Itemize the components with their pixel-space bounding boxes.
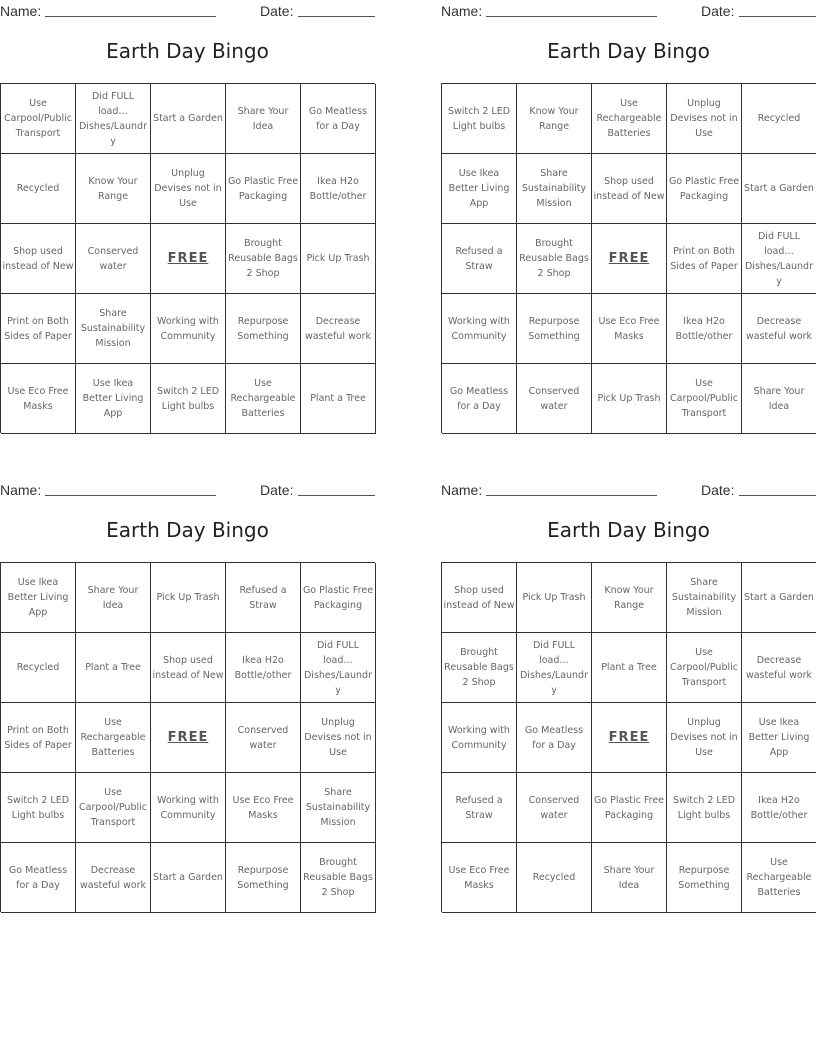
bingo-grid bbox=[0, 83, 375, 433]
bingo-cell: Use Eco Free Masks bbox=[442, 843, 517, 913]
bingo-cell: Use Carpool/Public Transport bbox=[667, 633, 742, 703]
bingo-cell: Share Sustainability Mission bbox=[667, 563, 742, 633]
bingo-cell: Know Your Range bbox=[592, 563, 667, 633]
bingo-cell: Conserved water bbox=[76, 224, 151, 294]
bingo-cell: Share Sustainability Mission bbox=[517, 154, 592, 224]
bingo-cell: Start a Garden bbox=[151, 84, 226, 154]
bingo-cell: Print on Both Sides of Paper bbox=[667, 224, 742, 294]
name-line bbox=[486, 495, 657, 496]
bingo-grid bbox=[0, 562, 375, 912]
bingo-cell: Decrease wasteful work bbox=[742, 294, 816, 364]
bingo-cell: Unplug Devises not in Use bbox=[301, 703, 376, 773]
bingo-card-1 bbox=[0, 0, 375, 440]
bingo-cell: Share Your Idea bbox=[226, 84, 301, 154]
bingo-cell: Use Carpool/Public Transport bbox=[667, 364, 742, 434]
bingo-cell: Pick Up Trash bbox=[517, 563, 592, 633]
name-label: Name: bbox=[441, 3, 483, 19]
bingo-cell: Use Eco Free Masks bbox=[1, 364, 76, 434]
date-line bbox=[298, 495, 375, 496]
bingo-cell: Repurpose Something bbox=[667, 843, 742, 913]
bingo-cell: Recycled bbox=[1, 154, 76, 224]
date-label: Date: bbox=[260, 3, 294, 19]
bingo-cell: Ikea H2o Bottle/other bbox=[742, 773, 816, 843]
bingo-cell: Decrease wasteful work bbox=[301, 294, 376, 364]
bingo-cell: Print on Both Sides of Paper bbox=[1, 294, 76, 364]
bingo-cell: Repurpose Something bbox=[226, 294, 301, 364]
bingo-cell: Refused a Straw bbox=[442, 224, 517, 294]
bingo-cell: Shop used instead of New bbox=[592, 154, 667, 224]
free-space: FREE bbox=[592, 224, 667, 294]
bingo-cell: Switch 2 LED Light bulbs bbox=[667, 773, 742, 843]
bingo-cell: Repurpose Something bbox=[226, 843, 301, 913]
bingo-cell: Repurpose Something bbox=[517, 294, 592, 364]
bingo-cell: Shop used instead of New bbox=[442, 563, 517, 633]
card-title: Earth Day Bingo bbox=[547, 39, 710, 63]
date-label: Date: bbox=[260, 482, 294, 498]
bingo-cell: Use Carpool/Public Transport bbox=[76, 773, 151, 843]
bingo-cell: Use Eco Free Masks bbox=[226, 773, 301, 843]
date-line bbox=[298, 16, 375, 17]
bingo-cell: Go Meatless for a Day bbox=[517, 703, 592, 773]
bingo-cell: Go Meatless for a Day bbox=[442, 364, 517, 434]
name-line bbox=[45, 16, 216, 17]
bingo-cell: Working with Community bbox=[442, 294, 517, 364]
bingo-card-2 bbox=[441, 0, 816, 440]
card-header bbox=[441, 0, 816, 22]
bingo-cell: Use Ikea Better Living App bbox=[1, 563, 76, 633]
bingo-cell: Shop used instead of New bbox=[1, 224, 76, 294]
bingo-cell: Use Ikea Better Living App bbox=[742, 703, 816, 773]
free-space: FREE bbox=[151, 224, 226, 294]
bingo-cell: Plant a Tree bbox=[76, 633, 151, 703]
bingo-cell: Refused a Straw bbox=[442, 773, 517, 843]
card-header bbox=[0, 479, 375, 501]
name-label: Name: bbox=[441, 482, 483, 498]
bingo-cell: Unplug Devises not in Use bbox=[667, 703, 742, 773]
bingo-cell: Unplug Devises not in Use bbox=[151, 154, 226, 224]
bingo-cell: Pick Up Trash bbox=[151, 563, 226, 633]
bingo-cell: Conserved water bbox=[517, 773, 592, 843]
bingo-cell: Use Rechargeable Batteries bbox=[592, 84, 667, 154]
date-label: Date: bbox=[701, 3, 735, 19]
card-title: Earth Day Bingo bbox=[547, 518, 710, 542]
bingo-cell: Go Plastic Free Packaging bbox=[226, 154, 301, 224]
bingo-cell: Ikea H2o Bottle/other bbox=[667, 294, 742, 364]
bingo-cell: Decrease wasteful work bbox=[76, 843, 151, 913]
bingo-cell: Refused a Straw bbox=[226, 563, 301, 633]
bingo-cell: Go Plastic Free Packaging bbox=[667, 154, 742, 224]
bingo-cell: Use Ikea Better Living App bbox=[76, 364, 151, 434]
bingo-cell: Share Sustainability Mission bbox=[76, 294, 151, 364]
card-title: Earth Day Bingo bbox=[106, 518, 269, 542]
card-title: Earth Day Bingo bbox=[106, 39, 269, 63]
bingo-cell: Pick Up Trash bbox=[301, 224, 376, 294]
bingo-cell: Switch 2 LED Light bulbs bbox=[1, 773, 76, 843]
bingo-cell: Go Plastic Free Packaging bbox=[592, 773, 667, 843]
bingo-cell: Brought Reusable Bags 2 Shop bbox=[517, 224, 592, 294]
bingo-cell: Brought Reusable Bags 2 Shop bbox=[301, 843, 376, 913]
bingo-cell: Conserved water bbox=[226, 703, 301, 773]
bingo-cell: Use Rechargeable Batteries bbox=[76, 703, 151, 773]
date-line bbox=[739, 495, 816, 496]
bingo-cell: Unplug Devises not in Use bbox=[667, 84, 742, 154]
bingo-cell: Use Carpool/Public Transport bbox=[1, 84, 76, 154]
bingo-cell: Use Eco Free Masks bbox=[592, 294, 667, 364]
bingo-cell: Did FULL load…Dishes/Laundry bbox=[517, 633, 592, 703]
bingo-cell: Print on Both Sides of Paper bbox=[1, 703, 76, 773]
bingo-cell: Brought Reusable Bags 2 Shop bbox=[442, 633, 517, 703]
bingo-cell: Ikea H2o Bottle/other bbox=[301, 154, 376, 224]
bingo-cell: Pick Up Trash bbox=[592, 364, 667, 434]
card-header bbox=[0, 0, 375, 22]
bingo-card-4 bbox=[441, 479, 816, 919]
name-label: Name: bbox=[0, 3, 42, 19]
bingo-cell: Did FULL load…Dishes/Laundry bbox=[301, 633, 376, 703]
bingo-cell: Share Sustainability Mission bbox=[301, 773, 376, 843]
name-line bbox=[486, 16, 657, 17]
bingo-cell: Use Ikea Better Living App bbox=[442, 154, 517, 224]
bingo-cell: Recycled bbox=[1, 633, 76, 703]
bingo-cell: Working with Community bbox=[151, 773, 226, 843]
bingo-cell: Share Your Idea bbox=[742, 364, 816, 434]
bingo-cell: Share Your Idea bbox=[76, 563, 151, 633]
bingo-grid bbox=[441, 83, 816, 433]
bingo-cell: Go Meatless for a Day bbox=[301, 84, 376, 154]
bingo-cell: Shop used instead of New bbox=[151, 633, 226, 703]
free-space: FREE bbox=[592, 703, 667, 773]
date-line bbox=[739, 16, 816, 17]
bingo-cell: Start a Garden bbox=[742, 563, 816, 633]
name-label: Name: bbox=[0, 482, 42, 498]
bingo-card-3 bbox=[0, 479, 375, 919]
bingo-cell: Plant a Tree bbox=[592, 633, 667, 703]
bingo-cell: Switch 2 LED Light bulbs bbox=[151, 364, 226, 434]
bingo-cell: Working with Community bbox=[442, 703, 517, 773]
free-space: FREE bbox=[151, 703, 226, 773]
bingo-cell: Use Rechargeable Batteries bbox=[742, 843, 816, 913]
bingo-cell: Start a Garden bbox=[151, 843, 226, 913]
bingo-cell: Plant a Tree bbox=[301, 364, 376, 434]
name-line bbox=[45, 495, 216, 496]
bingo-cell: Know Your Range bbox=[76, 154, 151, 224]
bingo-cell: Use Rechargeable Batteries bbox=[226, 364, 301, 434]
bingo-cell: Recycled bbox=[517, 843, 592, 913]
bingo-cell: Share Your Idea bbox=[592, 843, 667, 913]
bingo-cell: Working with Community bbox=[151, 294, 226, 364]
bingo-cell: Start a Garden bbox=[742, 154, 816, 224]
bingo-cell: Know Your Range bbox=[517, 84, 592, 154]
card-header bbox=[441, 479, 816, 501]
bingo-grid bbox=[441, 562, 816, 912]
date-label: Date: bbox=[701, 482, 735, 498]
bingo-cell: Ikea H2o Bottle/other bbox=[226, 633, 301, 703]
bingo-cell: Brought Reusable Bags 2 Shop bbox=[226, 224, 301, 294]
bingo-cell: Conserved water bbox=[517, 364, 592, 434]
bingo-cell: Go Plastic Free Packaging bbox=[301, 563, 376, 633]
bingo-cell: Decrease wasteful work bbox=[742, 633, 816, 703]
bingo-cell: Go Meatless for a Day bbox=[1, 843, 76, 913]
bingo-cell: Did FULL load…Dishes/Laundry bbox=[76, 84, 151, 154]
bingo-cell: Did FULL load…Dishes/Laundry bbox=[742, 224, 816, 294]
bingo-cell: Recycled bbox=[742, 84, 816, 154]
bingo-cell: Switch 2 LED Light bulbs bbox=[442, 84, 517, 154]
